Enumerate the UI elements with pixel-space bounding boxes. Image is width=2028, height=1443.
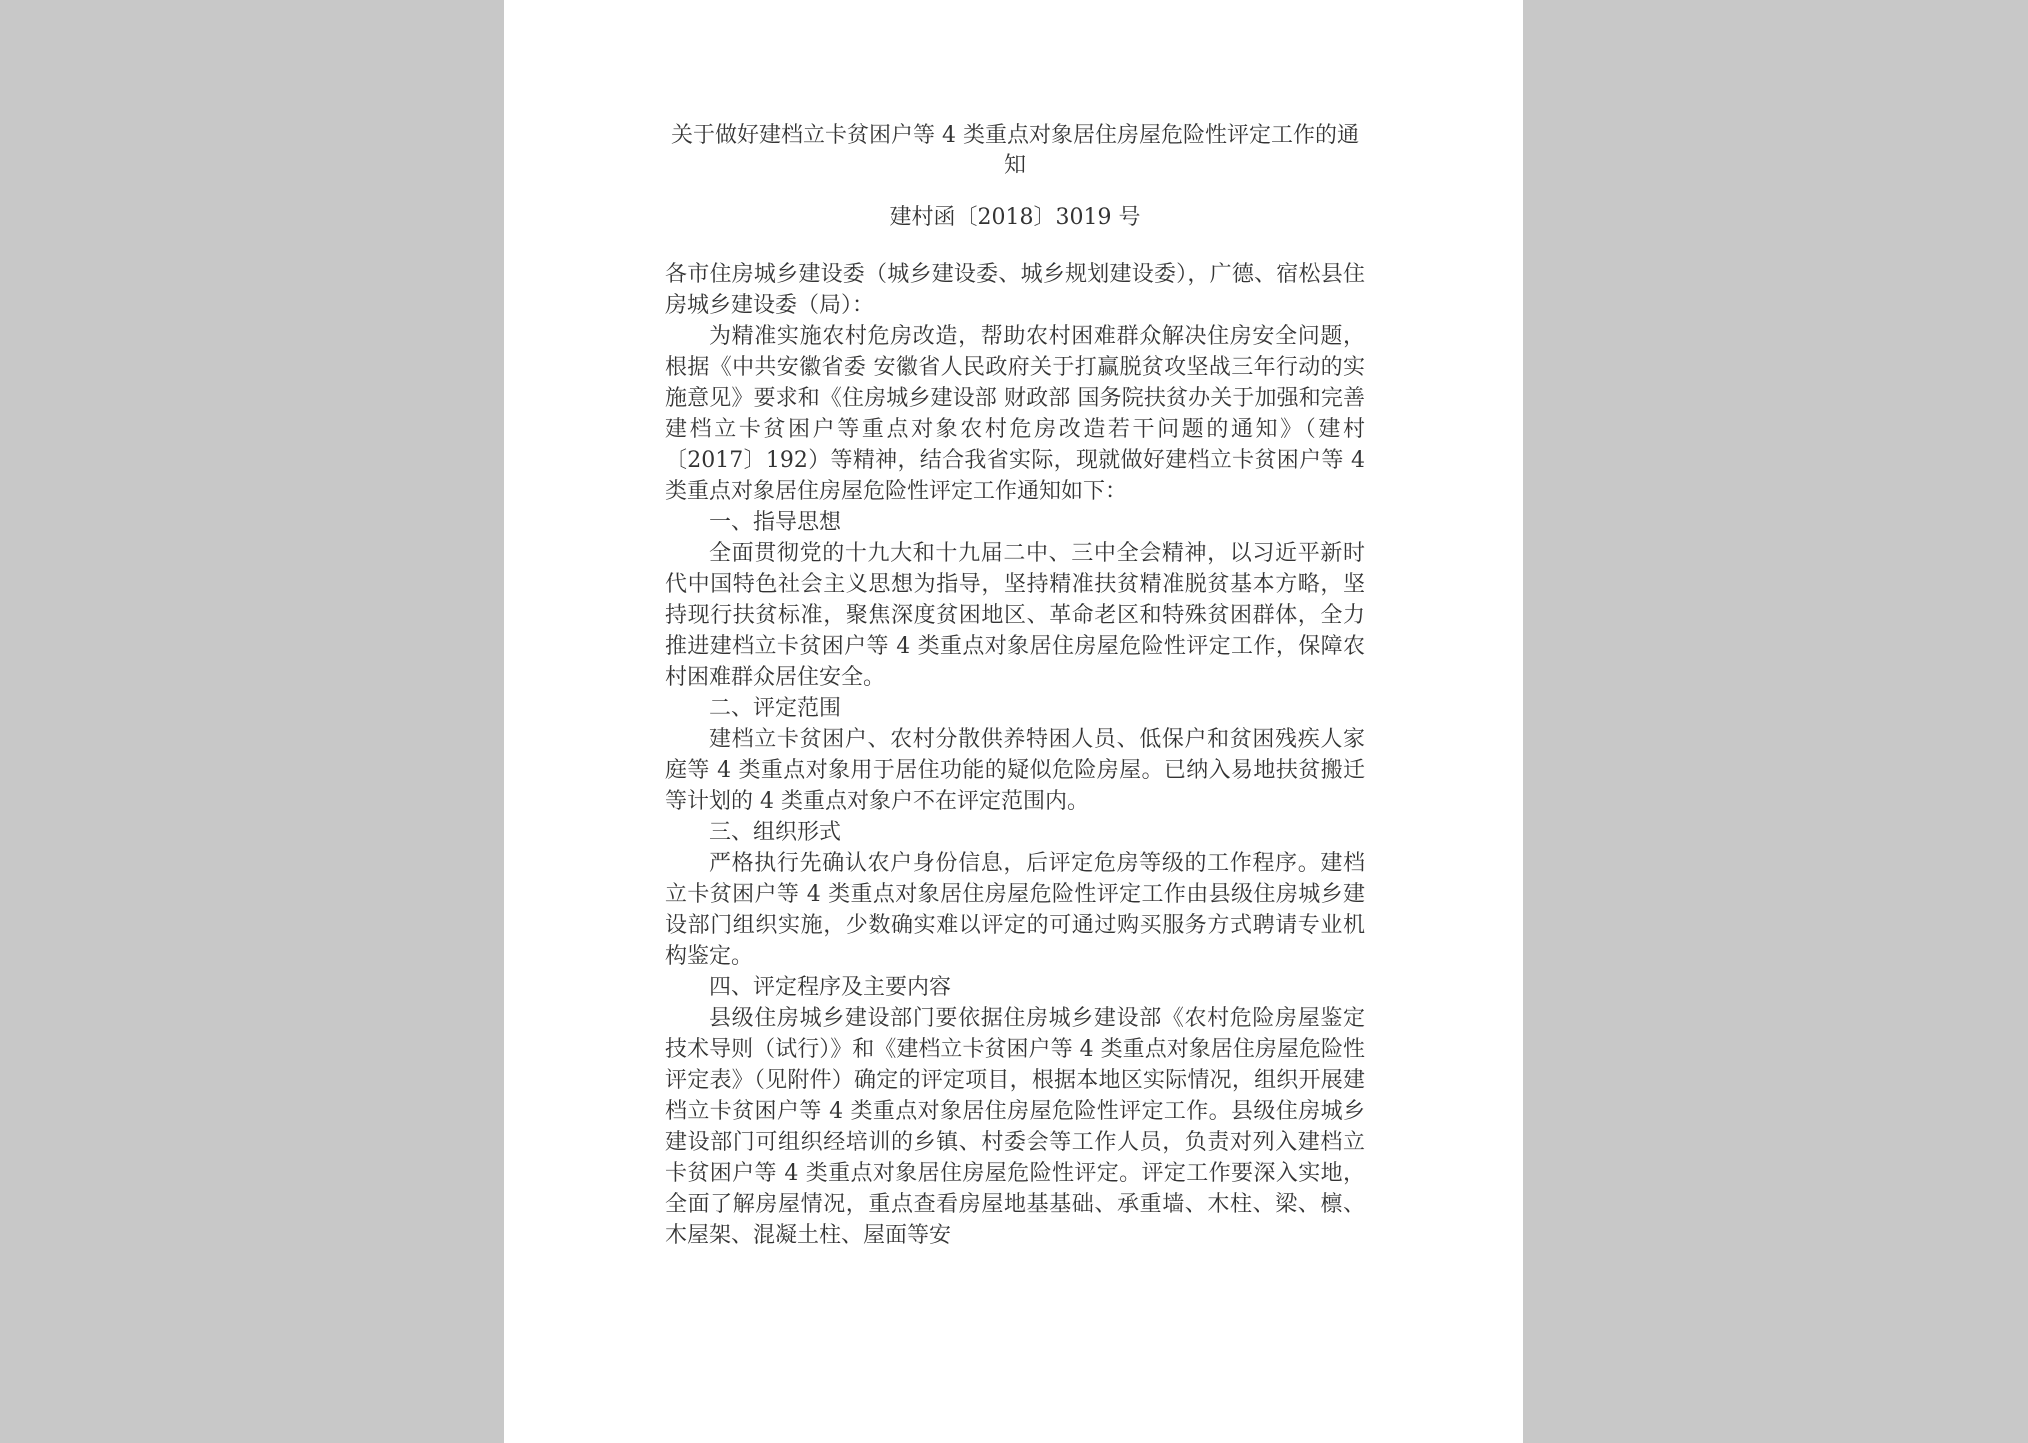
paragraph-intro: 为精准实施农村危房改造，帮助农村困难群众解决住房安全问题，根据《中共安徽省委 安徽省人民政府关于打赢脱贫攻坚战三年行动的实施意见》要求和《住房城乡建设部 财政部 国务院扶贫办关于加强和完善建档立卡贫困户等重点对象农村危房改造若干问题的通知》（建村〔2017〕192）等精神，结合我省实际，现就做好建档立卡贫困户等 4 类重点对象居住房屋危险性评定工作通知如下： — [665, 324, 1365, 504]
document-page — [504, 0, 1523, 1443]
paragraph-section-2: 建档立卡贫困户、农村分散供养特困人员、低保户和贫困残疾人家庭等 4 类重点对象用于居住功能的疑似危险房屋。已纳入易地扶贫搬迁等计划的 4 类重点对象户不在评定范围内。 — [665, 727, 1365, 814]
section-heading-1: 一、指导思想 — [709, 510, 842, 535]
paragraph-section-1: 全面贯彻党的十九大和十九届二中、三中全会精神，以习近平新时代中国特色社会主义思想为指导，坚持精准扶贫精准脱贫基本方略，坚持现行扶贫标准，聚焦深度贫困地区、革命老区和特殊贫困群体，全力推进建档立卡贫困户等 4 类重点对象居住房屋危险性评定工作，保障农村困难群众居住安全。 — [665, 541, 1365, 690]
section-heading-2: 二、评定范围 — [709, 696, 842, 721]
document-number: 建村函〔2018〕3019 号 — [889, 205, 1141, 230]
section-heading-3: 三、组织形式 — [709, 820, 842, 845]
document-title: 关于做好建档立卡贫困户等 4 类重点对象居住房屋危险性评定工作的通知 — [671, 123, 1359, 178]
salutation: 各市住房城乡建设委（城乡建设委、城乡规划建设委），广德、宿松县住房城乡建设委（局）： — [665, 262, 1365, 318]
page-content — [665, 121, 1365, 1251]
paragraph-section-4: 县级住房城乡建设部门要依据住房城乡建设部《农村危险房屋鉴定技术导则（试行）》和《建档立卡贫困户等 4 类重点对象居住房屋危险性评定表》（见附件）确定的评定项目，根据本地区实际情况，组织开展建档立卡贫困户等 4 类重点对象居住房屋危险性评定工作。县级住房城乡建设部门可组织经培训的乡镇、村委会等工作人员，负责对列入建档立卡贫困户等 4 类重点对象居住房屋危险性评定。评定工作要深入实地，全面了解房屋情况，重点查看房屋地基基础、承重墙、木柱、梁、檩、木屋架、混凝土柱、屋面等安 — [665, 1006, 1365, 1248]
paragraph-section-3: 严格执行先确认农户身份信息，后评定危房等级的工作程序。建档立卡贫困户等 4 类重点对象居住房屋危险性评定工作由县级住房城乡建设部门组织实施，少数确实难以评定的可通过购买服务方式聘请专业机构鉴定。 — [665, 851, 1365, 969]
section-heading-4: 四、评定程序及主要内容 — [709, 975, 952, 1000]
document-body — [665, 259, 1365, 1251]
